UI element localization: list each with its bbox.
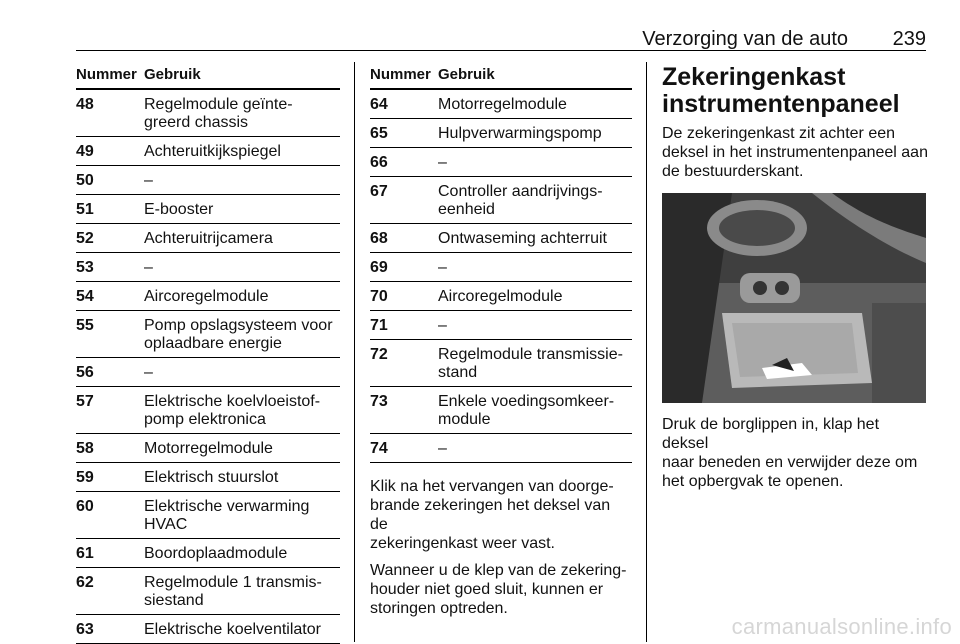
table-row [370, 311, 632, 340]
paragraph: Wanneer u de klep van de zekering- houder niet goed sluit, kunnen er storingen optreden. [370, 562, 627, 617]
fuse-usage: – [438, 317, 447, 334]
page-title: Verzorging van de auto [642, 28, 848, 50]
fuse-number: 73 [370, 393, 388, 410]
column-divider [646, 62, 647, 642]
page-number: 239 [892, 28, 926, 50]
header-number: Nummer [370, 66, 431, 83]
paragraph: Klik na het vervangen van doorge- brande zekeringen het deksel van de zekeringenkast weer vast. [370, 478, 614, 552]
fuse-number: 64 [370, 96, 388, 113]
table-row [76, 253, 340, 282]
fuse-usage: Achteruitkijkspiegel [144, 143, 281, 160]
fuse-usage: – [144, 172, 153, 189]
table-row [370, 90, 632, 119]
fuse-usage: – [144, 364, 153, 381]
fuse-number: 72 [370, 346, 388, 363]
section-heading: Zekeringenkast instrumentenpaneel [662, 63, 900, 118]
table-row [76, 358, 340, 387]
fuse-number: 53 [76, 259, 94, 276]
fuse-usage: Enkele voedingsomkeer- module [438, 393, 615, 428]
section-after-photo: Druk de borglippen in, klap het deksel naar beneden en verwijder deze om het opbergvak te openen. [662, 416, 918, 490]
table-row [370, 177, 632, 224]
fuse-box-photo [662, 193, 926, 403]
page-header [76, 28, 926, 51]
fuse-number: 67 [370, 183, 388, 200]
watermark: carmanualsonline.info [731, 614, 952, 639]
table-row [76, 311, 340, 358]
fuse-table-2 [370, 62, 632, 618]
fuse-number: 69 [370, 259, 388, 276]
table-row [76, 137, 340, 166]
fuse-number: 54 [76, 288, 94, 305]
table-header [370, 62, 632, 90]
fuse-usage: – [144, 259, 153, 276]
table-row [370, 224, 632, 253]
fuse-number: 66 [370, 154, 388, 171]
fuse-usage: Ontwaseming achterruit [438, 230, 607, 247]
fuse-usage: Regelmodule transmissie- stand [438, 346, 623, 381]
table-header [76, 62, 340, 90]
fuse-number: 60 [76, 498, 94, 515]
fuse-usage: Hulpverwarmingspomp [438, 125, 602, 142]
fuse-number: 70 [370, 288, 388, 305]
fuse-usage: – [438, 440, 447, 457]
fuse-number: 49 [76, 143, 94, 160]
table-row [76, 539, 340, 568]
table-row [76, 282, 340, 311]
fuse-number: 68 [370, 230, 388, 247]
fuse-usage: Motorregelmodule [144, 440, 273, 457]
fuse-usage: Elektrische koelventilator [144, 621, 321, 638]
table-row [76, 434, 340, 463]
fuse-usage: Aircoregelmodule [144, 288, 269, 305]
fuse-number: 52 [76, 230, 94, 247]
table-row [370, 148, 632, 177]
table-row [370, 434, 632, 463]
header-usage: Gebruik [144, 66, 201, 83]
table-row [370, 387, 632, 434]
table-row [76, 195, 340, 224]
fuse-usage: – [438, 259, 447, 276]
header-number: Nummer [76, 66, 137, 83]
header-usage: Gebruik [438, 66, 495, 83]
fuse-usage: E-booster [144, 201, 214, 218]
fuse-number: 74 [370, 440, 388, 457]
section-column [662, 62, 928, 491]
table-row [76, 387, 340, 434]
fuse-number: 62 [76, 574, 94, 591]
fuse-usage: Pomp opslagsysteem voor oplaadbare energie [144, 317, 333, 352]
table-row [76, 90, 340, 137]
table-row [370, 253, 632, 282]
table-row [76, 463, 340, 492]
fuse-number: 71 [370, 317, 388, 334]
fuse-usage: Boordoplaadmodule [144, 545, 288, 562]
table-row [370, 282, 632, 311]
fuse-number: 59 [76, 469, 94, 486]
fuse-usage: – [438, 154, 447, 171]
fuse-usage: Regelmodule 1 transmis- siestand [144, 574, 322, 609]
fuse-number: 65 [370, 125, 388, 142]
table-row [76, 224, 340, 253]
fuse-table-1 [76, 62, 340, 644]
fuse-usage: Aircoregelmodule [438, 288, 563, 305]
column-divider [354, 62, 355, 642]
fuse-number: 58 [76, 440, 94, 457]
fuse-number: 61 [76, 545, 94, 562]
fuse-number: 56 [76, 364, 94, 381]
table-row [76, 568, 340, 615]
fuse-usage: Controller aandrijvings- eenheid [438, 183, 603, 218]
fuse-usage: Motorregelmodule [438, 96, 567, 113]
table-row [76, 492, 340, 539]
table-row [76, 615, 340, 644]
section-intro: De zekeringenkast zit achter een deksel in het instrumentenpaneel aan de bestuurderskant. [662, 125, 928, 180]
fuse-usage: Elektrisch stuurslot [144, 469, 279, 486]
fuse-number: 50 [76, 172, 94, 189]
fuse-number: 63 [76, 621, 94, 638]
fuse-number: 48 [76, 96, 94, 113]
fuse-number: 57 [76, 393, 94, 410]
fuse-usage: Regelmodule geïnte- greerd chassis [144, 96, 293, 131]
table-row [76, 166, 340, 195]
fuse-usage: Elektrische koelvloeistof- pomp elektronica [144, 393, 321, 428]
fuse-usage: Elektrische verwarming HVAC [144, 498, 310, 533]
fuse-usage: Achteruitrijcamera [144, 230, 273, 247]
table-row [370, 340, 632, 387]
fuse-number: 51 [76, 201, 94, 218]
fuse-number: 55 [76, 317, 94, 334]
table-row [370, 119, 632, 148]
